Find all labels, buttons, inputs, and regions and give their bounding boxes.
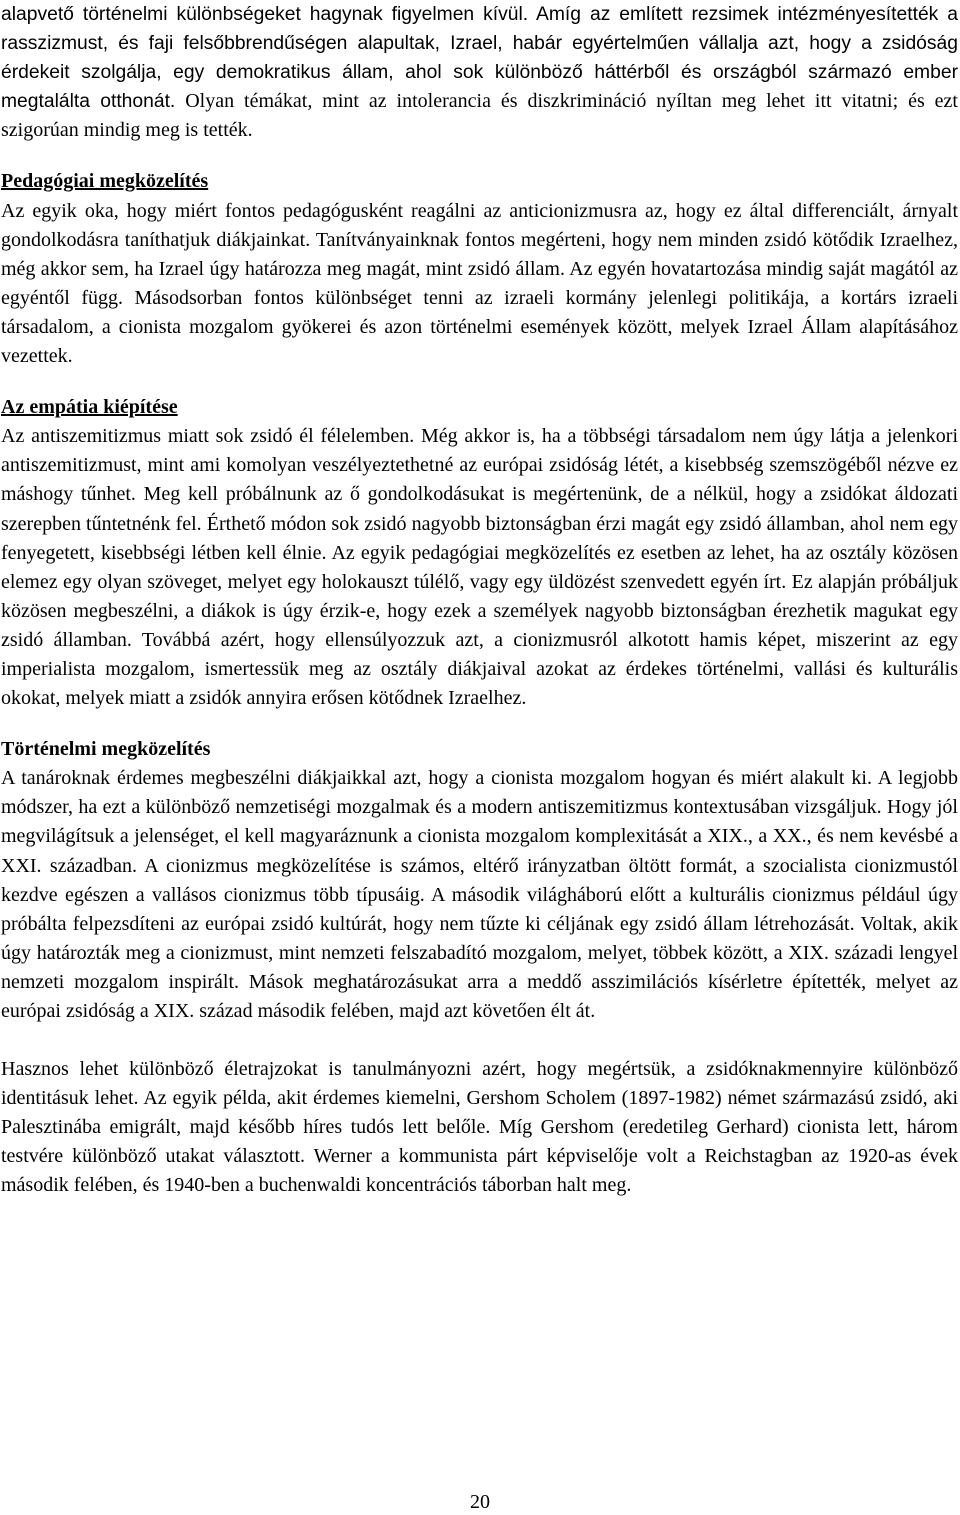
section-heading: Történelmi megközelítés — [1, 738, 211, 761]
section-empathy — [1, 393, 958, 713]
section-paragraph: Az egyik oka, hogy miért fontos pedagógusként reagálni az anticionizmusra az, hogy ez által differenciált, árnyalt gondolkodásra taníthatjuk diákjainkat. Tanítványainknak fontos megérteni, hogy nem minden zsidó kötődik Izraelhez, még akkor sem, ha Izrael úgy határozza meg magát, mint zsidó állam. Az egyén hovatartozása mindig saját magától az egyéntől függ. Másodsorban fontos különbséget tenni az izraeli kormány jelenlegi politikája, a kortárs izraeli társadalom, a cionista mozgalom gyökerei és azon történelmi események között, melyek Izrael Állam alapításához vezettek. — [1, 199, 958, 368]
final-paragraph: Hasznos lehet különböző életrajzokat is tanulmányozni azért, hogy megértsük, a zsidóknakmennyire különböző identitásuk lehet. Az egyik példa, akit érdemes kiemelni, Gershom Scholem (1897-1982) német származású zsidó, aki Palesztinába emigrált, majd később híres tudós lett belőle. Míg Gershom (eredetileg Gerhard) cionista lett, három testvére különböző utakat választott. Werner a kommunista párt képviselője volt a Reichstagban az 1920-as évek második felében, és 1940-ben a buchenwaldi koncentrációs táborban halt meg. — [1, 1058, 958, 1197]
intro-paragraph — [1, 0, 958, 145]
section-heading: Pedagógiai megközelítés — [1, 170, 209, 193]
section-pedagogical — [1, 167, 958, 371]
section-historical — [1, 735, 958, 1026]
section-heading: Az empátia kiépítése — [1, 396, 178, 419]
section-paragraph: Az antiszemitizmus miatt sok zsidó él félelemben. Még akkor is, ha a többségi társadalom nem úgy látja a jelenkori antiszemitizmust, mint ami komolyan veszélyeztethetné az európai zsidóság létét, a kisebbség szemszögéből nézve ez máshogy tűnhet. Meg kell próbálnunk az ő gondolkodásukat is megértenünk, de a nélkül, hogy a zsidókat áldozati szerepben tűntetnénk fel. Érthető módon sok zsidó nagyobb biztonságban érzi magát egy zsidó államban, ahol nem egy fenyegetett, kisebbségi létben kell élnie. Az egyik pedagógiai megközelítés ez esetben az lehet, ha az osztály közösen elemez egy olyan szöveget, melyet egy holokauszt túlélő, vagy egy üldözést szenvedett egyén írt. Ez alapján próbáljuk közösen megbeszélni, a diákok is úgy érzik-e, hogy ezek a személyek nagyobb biztonságban érezhetik magukat egy zsidó államban. Továbbá azért, hogy ellensúlyozzuk azt, a cionizmusról alkotott hamis képet, miszerint az egy imperialista mozgalom, ismertessük meg az osztály diákjaival azokat az érdekes történelmi, vallási és kulturális okokat, melyek miatt a zsidók annyira erősen kötődnek Izraelhez. — [1, 425, 958, 710]
page-number: 20 — [470, 1491, 490, 1513]
section-paragraph: A tanároknak érdemes megbeszélni diákjaikkal azt, hogy a cionista mozgalom hogyan és miért alakult ki. A legjobb módszer, ha ezt a különböző nemzetiségi mozgalmak és a modern antiszemitizmus kontextusában vizsgáljuk. Hogy jól megvilágítsuk a jelenséget, el kell magyaráznunk a cionista mozgalom komplexitását a XIX., a XX., és nem kevésbé a XXI. században. A cionizmus megközelítése is számos, eltérő irányzatban öltött formát, a szocialista cionizmustól kezdve egészen a vallásos cionizmus több típusáig. A második világháború előtt a kulturális cionizmus például úgy próbálta felpezsdíteni az európai zsidó kultúrát, hogy nem tűzte ki céljának egy zsidó állam létrehozását. Voltak, akik úgy határozták meg a cionizmust, mint nemzeti felszabadító mozgalom, melyet, többek között, a XIX. századi lengyel nemzeti mozgalom inspirált. Mások meghatározásukat arra a meddő asszimilációs kísérletre építették, melyet az európai zsidóság a XIX. század második felében, majd azt követően élt át. — [1, 767, 958, 1022]
intro-paragraph-tail: Olyan témákat, mint az intolerancia és diszkrimináció nyíltan meg lehet itt vitatni; és ezt szigorúan mindig meg is tették. — [1, 90, 958, 142]
intro-paragraph-text: alapvető történelmi különbségeket hagynak figyelmen kívül. Amíg az említett rezsimek intézményesítették a rasszizmust, és faji felsőbbrendűségen alapultak, Izrael, habár egyértelműen vállalja azt, hogy a zsidóság érdekeit szolgálja, egy demokratikus állam, ahol sok különböző háttérből és országból származó ember megtalálta otthonát. — [1, 4, 958, 113]
